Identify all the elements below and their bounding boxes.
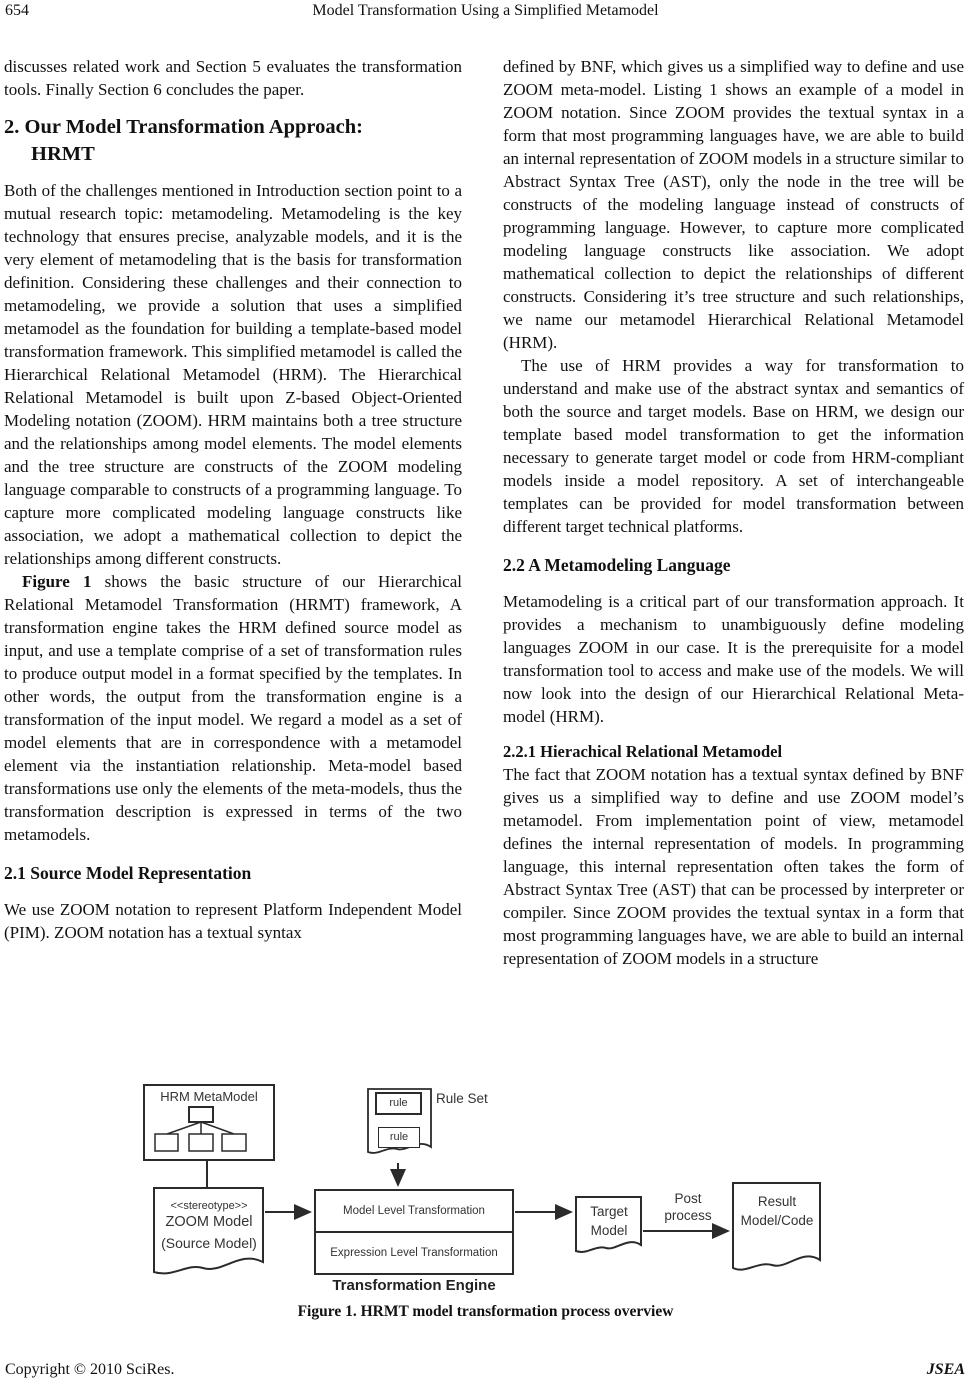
hrm-metamodel-box: [143, 1084, 275, 1161]
section-heading-2-1: 2.1 Source Model Representation: [4, 863, 252, 883]
zoom-model-title: ZOOM Model: [165, 1214, 253, 1230]
figure-1-diagram: [140, 1083, 862, 1305]
left-column: [4, 55, 462, 944]
target-model-line2: Model: [590, 1223, 628, 1238]
figure1-reference: Figure 1: [22, 572, 92, 591]
section-heading-2-line2: HRMT: [31, 143, 95, 165]
section-heading-2: [4, 114, 462, 168]
rule-set-label: Rule Set: [436, 1091, 488, 1106]
post-process-line1: Post: [674, 1191, 702, 1206]
hrm-metamodel-label: HRM MetaModel: [160, 1089, 258, 1104]
paragraph-metamodeling: Metamodeling is a critical part of our transformation approach. It provides a mechanism to unambiguously define modeling languages ZOOM in our case. It is the prerequisite for a model transformation tool to access and make use of the models. We will now look into the design of our Hierarchical Relational Meta-model (HRM).: [503, 592, 964, 726]
zoom-model-stereotype: <<stereotype>>: [170, 1200, 248, 1212]
section-heading-2-2: 2.2 A Metamodeling Language: [503, 555, 731, 575]
result-line1: Result: [757, 1194, 797, 1209]
rule-box-2: rule: [378, 1127, 420, 1148]
running-title: Model Transformation Using a Simplified Metamodel: [312, 2, 659, 19]
transformation-engine-box: [314, 1189, 514, 1275]
section-heading-2-2-1: 2.2.1 Hierachical Relational Metamodel: [503, 742, 783, 761]
figure-1-caption: Figure 1. HRMT model transformation process overview: [297, 1303, 674, 1320]
result-line2: Model/Code: [740, 1213, 814, 1228]
page-number: 654: [5, 2, 29, 19]
rule-set-document: [367, 1088, 433, 1165]
post-process-line2: process: [664, 1208, 712, 1223]
section-heading-2-line1: 2. Our Model Transformation Approach:: [4, 116, 363, 138]
paragraph-figure1: [4, 570, 462, 846]
post-process-label: [650, 1190, 726, 1224]
metamodel-tree-icon: [145, 1104, 273, 1156]
paragraph-fact-zoom: The fact that ZOOM notation has a textual syntax defined by BNF gives us a simplified way to define and use ZOOM model’s metamodel. From implementation point of view, metamodel defines the internal representation of models. In programming language, this internal representation often takes the form of Abstract Syntax Tree (AST) that can be processed by interpreter or compiler. Since ZOOM provides the textual syntax in a form that most programming languages have, we are able to build an internal representation of ZOOM models in a structure: [503, 765, 964, 968]
rule-box-1: rule: [375, 1092, 422, 1115]
target-model-line1: Target: [590, 1204, 628, 1219]
paragraph-source-model: We use ZOOM notation to represent Platform Independent Model (PIM). ZOOM notation has a textual syntax: [4, 900, 462, 942]
zoom-model-subtitle: (Source Model): [161, 1235, 257, 1251]
paragraph-defined-bnf: defined by BNF, which gives us a simplified way to define and use ZOOM meta-model. Listing 1 shows an example of a model in ZOOM notation. Since ZOOM provides the textual syntax in a form that most programming languages have, we are able to build an internal representation of ZOOM models in a structure similar to Abstract Syntax Tree (AST), only the node in the tree will be constructs of the modeling language instead of constructs of programming language. However, to capture more complicated modeling language constructs like association. We adopt mathematical collection to depict the relationships of different constructs. Considering it’s tree structure and such relationships, we name our metamodel Hierarchical Relational Metamodel (HRM).: [503, 57, 964, 352]
footer-journal-name: JSEA: [926, 1361, 965, 1378]
model-level-transformation-cell: Model Level Transformation: [343, 1205, 485, 1217]
paragraph-figure1-text: shows the basic structure of our Hierarchical Relational Metamodel Transformation (HRMT) framework, A transformation engine takes the HRM defined source model as input, and use a template comprise of a set of transformation rules to produce output model in a format specified by the templates. In other words, the output from the transformation engine is a transformation of the input model. We regard a model as a set of model elements that are in correspondence with a metamodel element via the instantiation relationship. Meta-model based transformations use only the elements of the meta-models, thus the transformation description is expressed in terms of the two metamodels.: [4, 572, 462, 844]
paragraph-use-of-hrm: The use of HRM provides a way for transformation to understand and make use of the abstract syntax and semantics of both the source and target models. Base on HRM, we design our template based model transformation to get the information necessary to generate target model or code from HRM-compliant models inside a model repository. A set of interchangeable templates can be provided for model transformation between different target technical platforms.: [503, 356, 964, 536]
paragraph-intro: discusses related work and Section 5 evaluates the transformation tools. Finally Section 6 concludes the paper.: [4, 57, 462, 99]
zoom-model-document: [153, 1187, 265, 1282]
transformation-engine-label: Transformation Engine: [332, 1277, 496, 1294]
footer-copyright: Copyright © 2010 SciRes.: [5, 1361, 175, 1378]
target-model-document: [575, 1196, 643, 1264]
right-column: [503, 55, 964, 970]
expression-level-transformation-cell: Expression Level Transformation: [316, 1231, 512, 1273]
result-model-code-document: [732, 1182, 822, 1279]
paragraph-challenges: Both of the challenges mentioned in Introduction section point to a mutual research topic: metamodeling. Metamodeling is the key technology that ensures precise, analyzable models, and it is the very element of metamodeling that is the basis for transformation definition. Considering these challenges and their connection to metamodeling, we provide a solution that uses a simplified metamodel as the foundation for building a template-based model transformation framework. This simplified metamodel is called the Hierarchical Relational Metamodel (HRM). The Hierarchical Relational Metamodel is built upon Z-based Object-Oriented Modeling notation (ZOOM). HRM maintains both a tree structure and the relationships among model elements. The model elements and the tree structure are constructs of the ZOOM modeling language comparable to constructs of a programming language. To capture more complicated modeling language constructs like association, we adopt a mathematical collection to depict the relationships among different constructs.: [4, 181, 462, 568]
